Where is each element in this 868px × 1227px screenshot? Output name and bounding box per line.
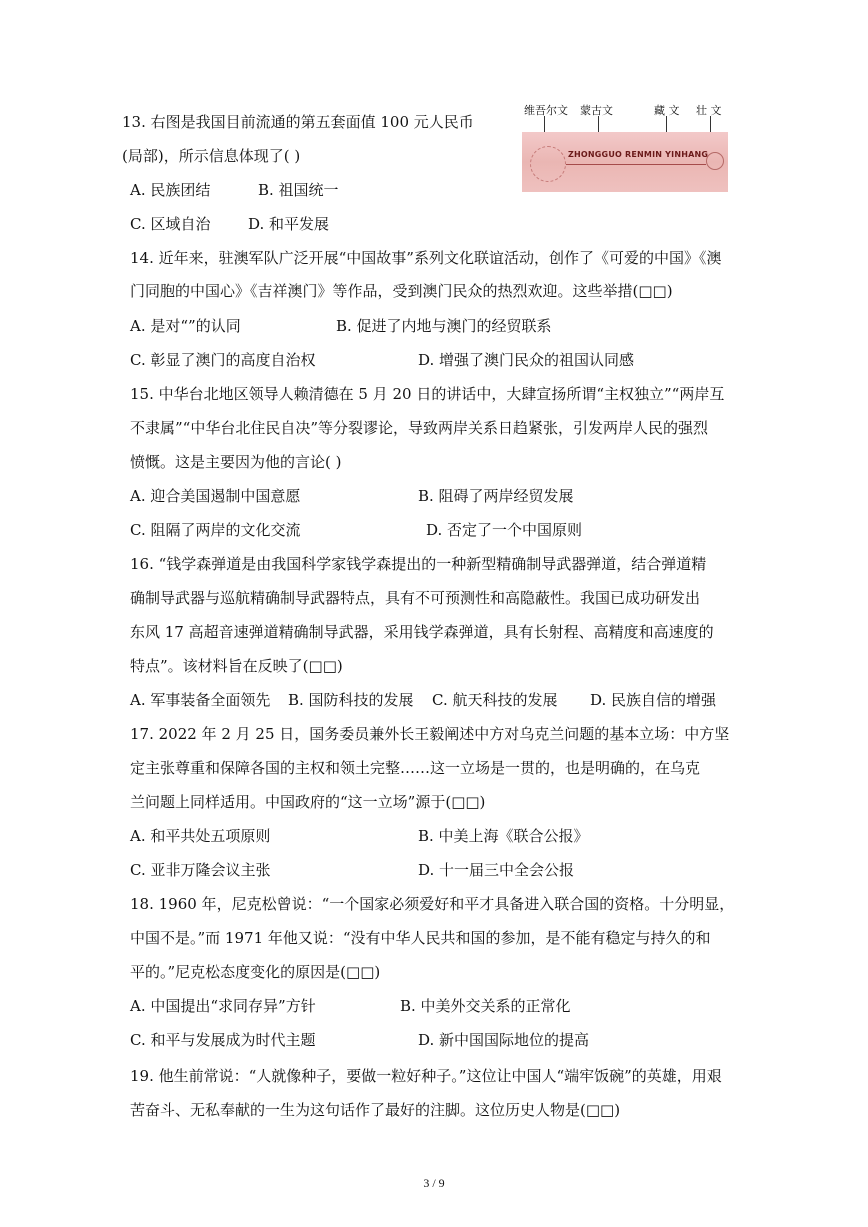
q15-option-a: A. 迎合美国遏制中国意愿 [130,487,301,505]
banknote-image [522,132,728,192]
q16-stem-line1: 16. “钱学森弹道是由我国科学家钱学森提出的一种新型精确制导武器弹道，结合弹道精 [130,555,707,573]
label-mongolian: 蒙古文 [580,104,613,117]
q13-stem-line2: (局部)，所示信息体现了( ) [122,147,301,165]
q18-stem-line3: 平的。”尼克松态度变化的原因是(□□) [130,963,381,981]
q14-stem-line1: 14. 近年来，驻澳军队广泛开展“中国故事”系列文化联谊活动，创作了《可爱的中国》《澳 [130,249,722,267]
q13-option-c: C. 区域自治 [130,215,211,233]
q15-option-b: B. 阻碍了两岸经贸发展 [418,487,574,505]
label-uyghur: 维吾尔文 [524,104,568,117]
q14-option-a: A. 是对“”的认同 [130,317,241,335]
q18-option-d: D. 新中国国际地位的提高 [418,1031,590,1049]
q16-option-c: C. 航天科技的发展 [432,691,558,709]
q17-option-d: D. 十一届三中全会公报 [418,861,575,879]
q15-stem-line1: 15. 中华台北地区领导人赖清德在 5 月 20 日的讲话中，大肆宣扬所谓“主权独立”“两岸互 [130,385,725,403]
q15-stem-line2: 不隶属”“中华台北住民自决”等分裂谬论，导致两岸关系日趋紧张，引发两岸人民的强烈 [130,419,709,437]
banknote-text: ZHONGGUO RENMIN YINHANG [568,150,709,159]
q18-option-c: C. 和平与发展成为时代主题 [130,1031,316,1049]
q19-stem-line2: 苦奋斗、无私奉献的一生为这句话作了最好的注脚。这位历史人物是(□□) [130,1101,621,1119]
q14-stem-line2: 门同胞的中国心》《吉祥澳门》等作品，受到澳门民众的热烈欢迎。这些举措(□□) [130,282,673,300]
q16-stem-line2: 确制导武器与巡航精确制导武器特点，具有不可预测性和高隐蔽性。我国已成功研发出 [130,589,701,607]
q15-option-c: C. 阻隔了两岸的文化交流 [130,521,301,539]
banknote-pattern [530,146,566,182]
banknote-figure [520,102,732,194]
q13-option-b: B. 祖国统一 [258,181,339,199]
banknote-script-line [566,164,706,173]
q17-stem-line2: 定主张尊重和保障各国的主权和领土完整……这一立场是一贯的，也是明确的，在乌克 [130,759,701,777]
label-tibetan: 藏 文 [654,104,680,117]
q16-stem-line4: 特点”。该材料旨在反映了(□□) [130,657,343,675]
q18-stem-line1: 18. 1960 年，尼克松曾说：“一个国家必须爱好和平才具备进入联合国的资格。十分明显， [130,895,735,913]
q17-option-c: C. 亚非万隆会议主张 [130,861,271,879]
q16-option-a: A. 军事装备全面领先 [130,691,271,709]
q17-stem-line3: 兰问题上同样适用。中国政府的“这一立场”源于(□□) [130,793,486,811]
q14-option-c: C. 彰显了澳门的高度自治权 [130,351,316,369]
q13-option-a: A. 民族团结 [130,181,211,199]
q16-option-b: B. 国防科技的发展 [288,691,414,709]
q18-option-a: A. 中国提出“求同存异”方针 [130,997,316,1015]
q14-option-b: B. 促进了内地与澳门的经贸联系 [336,317,552,335]
q16-option-d: D. 民族自信的增强 [590,691,717,709]
banknote-emblem [706,152,724,170]
q17-option-a: A. 和平共处五项原则 [130,827,271,845]
q15-option-d: D. 否定了一个中国原则 [426,521,583,539]
q13-option-d: D. 和平发展 [248,215,330,233]
q13-stem-line1: 13. 右图是我国目前流通的第五套面值 100 元人民币 [122,113,474,131]
q19-stem-line1: 19. 他生前常说：“人就像种子，要做一粒好种子。”这位让中国人“端牢饭碗”的英雄，用艰 [130,1067,722,1085]
label-zhuang: 壮 文 [696,104,722,117]
q17-option-b: B. 中美上海《联合公报》 [418,827,589,845]
q18-option-b: B. 中美外交关系的正常化 [400,997,571,1015]
q15-stem-line3: 愤慨。这是主要因为他的言论( ) [130,453,342,471]
q14-option-d: D. 增强了澳门民众的祖国认同感 [418,351,635,369]
page-number: 3 / 9 [423,1176,445,1190]
q16-stem-line3: 东风 17 高超音速弹道精确制导武器，采用钱学森弹道，具有长射程、高精度和高速度的 [130,623,714,641]
q17-stem-line1: 17. 2022 年 2 月 25 日，国务委员兼外长王毅阐述中方对乌克兰问题的基本立场：中方坚 [130,725,730,743]
q18-stem-line2: 中国不是。”而 1971 年他又说：“没有中华人民共和国的参加，是不能有稳定与持久的和 [130,929,711,947]
